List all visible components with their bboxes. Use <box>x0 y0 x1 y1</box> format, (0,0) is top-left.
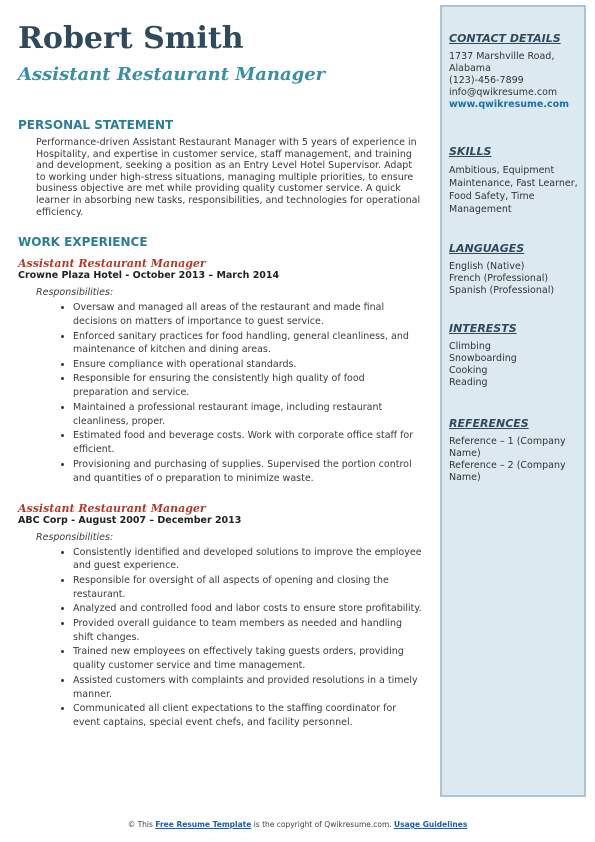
job-org-dates: ABC Corp - August 2007 – December 2013 <box>18 514 242 526</box>
work-experience-heading: WORK EXPERIENCE <box>18 235 148 250</box>
interests-list <box>449 341 579 389</box>
responsibilities-label: Responsibilities: <box>36 531 114 543</box>
list-item: • Consistently identified and developed solutions to improve the employee and guest experience. <box>73 546 423 574</box>
free-resume-template-link[interactable]: Free Resume Template <box>155 820 252 829</box>
languages-heading: LANGUAGES <box>449 242 525 255</box>
contact-heading: CONTACT DETAILS <box>449 32 561 45</box>
job-org-dates: Crowne Plaza Hotel - October 2013 – March 2014 <box>18 270 280 282</box>
candidate-title: Assistant Restaurant Manager <box>18 64 326 85</box>
footer-copyright: is the copyright of Qwikresume.com. <box>251 820 395 829</box>
list-item: • Responsible for ensuring the consistently high quality of food preparation and service. <box>73 372 423 400</box>
list-item: • Communicated all client expectations to the staffing coordinator for event captains, special event chefs, and facility personnel. <box>73 702 423 730</box>
sidebar <box>440 5 586 797</box>
list-item: • Maintained a professional restaurant image, including restaurant cleanliness, proper. <box>73 401 423 429</box>
skills-text: Ambitious, Equipment Maintenance, Fast Learner, Food Safety, Time Management <box>449 165 578 215</box>
responsibilities-list <box>18 301 423 485</box>
language-item: English (Native) <box>449 261 525 272</box>
interest-item: Reading <box>449 377 488 388</box>
main-column <box>18 22 423 730</box>
candidate-name: Robert Smith <box>18 21 244 56</box>
job-role: Assistant Restaurant Manager <box>18 501 206 515</box>
personal-statement-heading: PERSONAL STATEMENT <box>18 118 174 132</box>
language-item: Spanish (Professional) <box>449 285 555 296</box>
job-role: Assistant Restaurant Manager <box>18 257 206 271</box>
website-link[interactable]: www.qwikresume.com <box>449 99 570 110</box>
interests-heading: INTERESTS <box>449 322 517 335</box>
list-item: • Ensure compliance with operational standards. <box>73 358 423 372</box>
references-heading: REFERENCES <box>449 417 529 430</box>
reference-item: Reference – 2 (Company Name) <box>449 460 566 483</box>
list-item: • Oversaw and managed all areas of the restaurant and made final decisions on matters of importance to guest service. <box>73 301 423 329</box>
personal-statement-text: Performance-driven Assistant Restaurant Manager with 5 years of experience in Hospitality, and expertise in customer service, staff management, and training and development, seeking a position as an Entry Level Hotel Supervisor. Adapt to working under high-stress situations, managing multiple priorities, to ensure business objective are met while providing quality customer service. A quick learner in absorbing new tasks, responsibilities, and technologies for operational efficiency. <box>36 137 421 218</box>
list-item: • Provisioning and purchasing of supplies. Supervised the portion control and quantities of o preparation to minimize waste. <box>73 458 423 486</box>
sidebar-content <box>449 32 579 484</box>
footer <box>0 820 595 829</box>
list-item: • Responsible for oversight of all aspects of opening and closing the restaurant. <box>73 574 423 602</box>
email-address: info@qwikresume.com <box>449 87 558 98</box>
interest-item: Climbing <box>449 341 491 352</box>
interest-item: Snowboarding <box>449 353 517 364</box>
list-item: • Assisted customers with complaints and provided resolutions in a timely manner. <box>73 674 423 702</box>
address-line-2: Alabama <box>449 63 491 74</box>
job-entry <box>18 257 423 485</box>
usage-guidelines-link[interactable]: Usage Guidelines <box>394 820 468 829</box>
contact-block <box>449 51 579 111</box>
list-item: • Trained new employees on effectively taking guests orders, providing quality customer service and time management. <box>73 645 423 673</box>
responsibilities-list <box>18 546 423 730</box>
interest-item: Cooking <box>449 365 488 376</box>
language-item: French (Professional) <box>449 273 549 284</box>
responsibilities-label: Responsibilities: <box>36 287 114 299</box>
list-item: • Enforced sanitary practices for food handling, general cleanliness, and maintenance of kitchen and dining areas. <box>73 330 423 358</box>
list-item: • Estimated food and beverage costs. Work with corporate office staff for efficient. <box>73 429 423 457</box>
phone-number: (123)-456-7899 <box>449 75 524 86</box>
skills-heading: SKILLS <box>449 145 492 158</box>
footer-prefix: © This <box>127 820 156 829</box>
references-list <box>449 436 579 484</box>
languages-list <box>449 261 579 297</box>
job-entry <box>18 502 423 730</box>
reference-item: Reference – 1 (Company Name) <box>449 436 566 459</box>
list-item: • Provided overall guidance to team members as needed and handling shift changes. <box>73 617 423 645</box>
list-item: • Analyzed and controlled food and labor costs to ensure store profitability. <box>73 602 423 616</box>
address-line-1: 1737 Marshville Road, <box>449 51 555 62</box>
